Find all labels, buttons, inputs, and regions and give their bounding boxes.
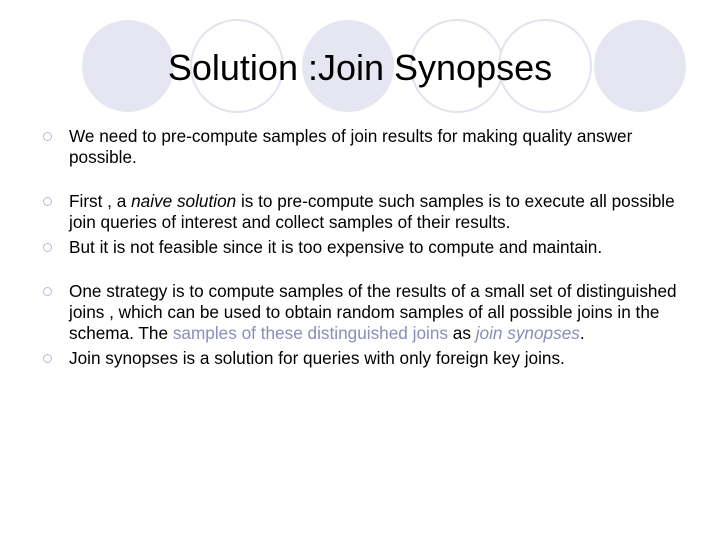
bullet-text: Join synopses is a solution for queries with only foreign key joins. [69, 348, 565, 368]
bullet-circle-icon [43, 243, 52, 252]
highlight-text: samples of these distinguished joins [172, 323, 448, 343]
bullet-text: is to pre-compute such samples is to execute all possible join queries of interest and collect samples of their results. [69, 191, 675, 232]
bullet-text: . [579, 323, 585, 343]
bullet-item [40, 348, 690, 369]
bullet-text: We need to pre-compute samples of join results for making quality answer possible. [69, 126, 633, 167]
bullet-text: One strategy is to compute samples of the results of a small set of distinguished joins , which can be used to obtain random samples of all possible joins in the schema. The [69, 281, 677, 343]
bullet-item [40, 281, 690, 344]
bullet-circle-icon [43, 287, 52, 296]
highlight-italic-text: join synopses [475, 323, 580, 343]
bullet-item [40, 191, 690, 233]
bullet-text: First , a [69, 191, 132, 211]
bullet-circle-icon [43, 132, 52, 141]
bullet-circle-icon [43, 197, 52, 206]
slide-title: Solution :Join Synopses [167, 47, 553, 88]
bullet-circle-icon [43, 354, 52, 363]
bullet-item [40, 126, 690, 168]
bullet-item [40, 237, 690, 258]
bullet-italic-text: naive solution [131, 191, 237, 211]
bullet-text: But it is not feasible since it is too expensive to compute and maintain. [69, 237, 603, 257]
bullet-list [40, 126, 690, 369]
bullet-text: as [448, 323, 476, 343]
